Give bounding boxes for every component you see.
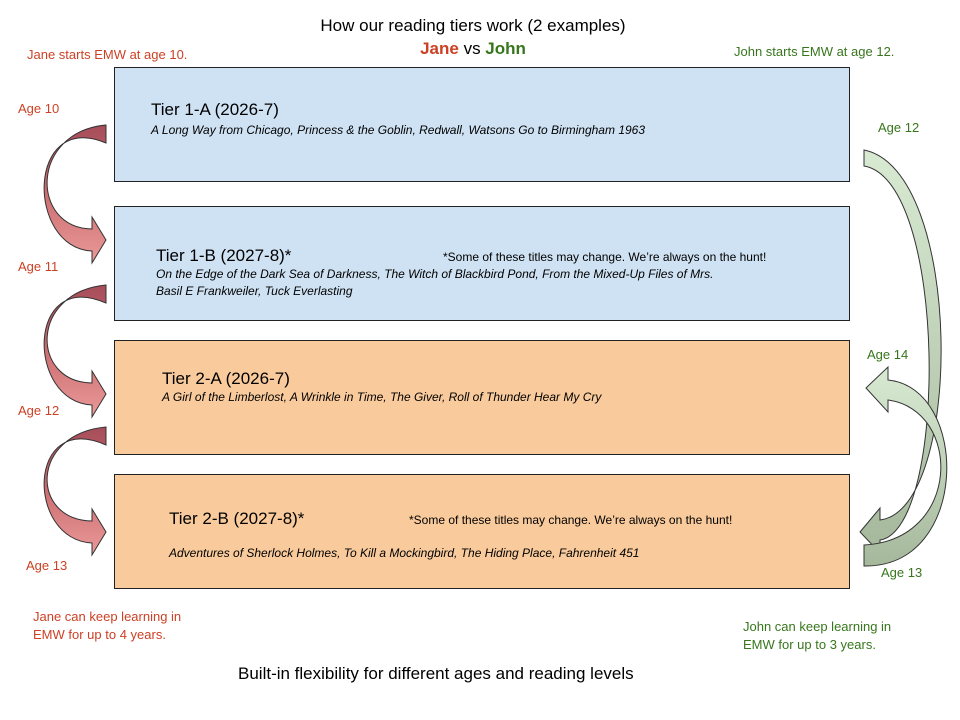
jane-arrow-2 — [44, 285, 106, 417]
tier-title: Tier 2-B (2027-8)* — [169, 509, 305, 528]
john-name: John — [485, 39, 526, 58]
jane-end-note-line1: Jane can keep learning in — [33, 609, 182, 624]
john-start-note: John starts EMW at age 12. — [734, 44, 895, 59]
john-end-note — [743, 618, 891, 654]
tier-disclaimer: *Some of these titles may change. We’re always on the hunt! — [443, 250, 767, 264]
tier-books: Adventures of Sherlock Holmes, To Kill a Mockingbird, The Hiding Place, Fahrenheit 451 — [169, 546, 640, 560]
john-end-note-line1: John can keep learning in — [743, 619, 892, 634]
john-age-label: Age 14 — [867, 347, 909, 362]
jane-arrow-3 — [44, 427, 106, 555]
footer-caption: Built-in flexibility for different ages and reading levels — [238, 664, 634, 683]
jane-end-note — [33, 608, 181, 644]
jane-name: Jane — [420, 39, 459, 58]
john-end-note-line2: EMW for up to 3 years. — [743, 637, 876, 652]
tier-title: Tier 2-A (2026-7) — [162, 369, 290, 388]
tier-disclaimer: *Some of these titles may change. We’re always on the hunt! — [409, 513, 733, 527]
tier-books: A Girl of the Limberlost, A Wrinkle in Time, The Giver, Roll of Thunder Hear My Cry — [162, 390, 602, 404]
jane-age-label: Age 10 — [18, 101, 60, 116]
john-age-label: Age 12 — [878, 120, 920, 135]
tier-books: A Long Way from Chicago, Princess & the Goblin, Redwall, Watsons Go to Birmingham 1963 — [151, 123, 646, 137]
tier-books-line1: On the Edge of the Dark Sea of Darkness, The Witch of Blackbird Pond, From the Mixed-Up Files of Mrs. — [156, 267, 714, 281]
tier-books-line2: Basil E Frankweiler, Tuck Everlasting — [156, 284, 353, 298]
jane-start-note: Jane starts EMW at age 10. — [27, 47, 188, 62]
tier-title: Tier 1-B (2027-8)* — [156, 246, 292, 265]
jane-end-note-line2: EMW for up to 4 years. — [33, 627, 166, 642]
jane-age-label: Age 13 — [26, 558, 68, 573]
jane-age-label: Age 11 — [18, 259, 59, 274]
jane-age-label: Age 12 — [18, 403, 60, 418]
diagram-title: How our reading tiers work (2 examples) — [320, 16, 626, 35]
john-age-label: Age 13 — [881, 565, 923, 580]
jane-arrow-1 — [44, 125, 106, 263]
vs-label: vs — [463, 39, 481, 58]
tier-title: Tier 1-A (2026-7) — [151, 100, 279, 119]
